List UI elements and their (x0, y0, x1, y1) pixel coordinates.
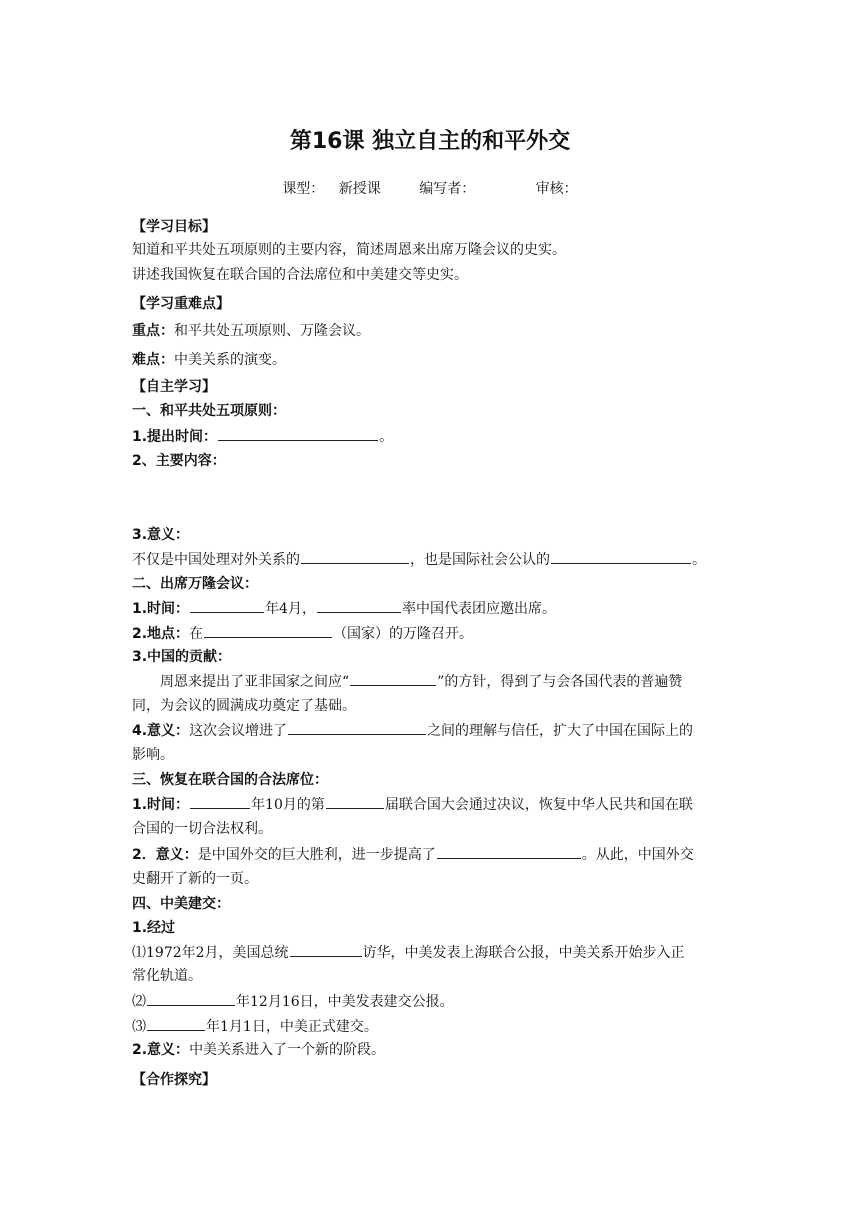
s2-q4-label: 4.意义： (132, 723, 190, 739)
s1-q2-label: 2、主要内容： (132, 453, 226, 469)
keypoints-heading: 【学习重难点】 (132, 296, 230, 312)
blank-host-country[interactable] (204, 623, 332, 638)
s1-q1-line (132, 426, 732, 447)
author-label: 编写者： (419, 181, 476, 197)
blank-un-year[interactable] (190, 794, 250, 809)
s2-q4-line-1 (132, 720, 732, 741)
s1-q3-text-a: 不仅是中国处理对外关系的 (132, 552, 300, 568)
blank-establish-year[interactable] (147, 1016, 205, 1031)
s2-q4-text-a: 这次会议增进了 (189, 723, 288, 739)
s1-q3-label: 3.意义： (132, 527, 190, 543)
s1-q1-end: 。 (379, 429, 394, 445)
page-title: 第16课 独立自主的和平外交 (289, 129, 571, 154)
s3-q1-text-b: 届联合国大会通过决议，恢复中华人民共和国在联 (384, 797, 693, 813)
self-study-heading: 【自主学习】 (132, 379, 216, 395)
s3-q2-text-b: 。从此，中国外交 (581, 847, 694, 863)
s4-item-1-line-1 (132, 942, 732, 963)
difficulty-label: 难点： (132, 352, 174, 368)
section-4-heading: 四、中美建交： (132, 896, 230, 912)
blank-policy[interactable] (350, 671, 436, 686)
s1-q3-text-b: ，也是国际社会公认的 (410, 552, 550, 568)
s4-item-2-text-b: 年12月16日，中美发表建交公报。 (236, 994, 454, 1010)
s2-q3-text-a: 周恩来提出了亚非国家之间应“ (160, 674, 350, 690)
blank-us-president[interactable] (290, 942, 362, 957)
section-3-heading: 三、恢复在联合国的合法席位： (132, 772, 328, 788)
s3-q2-line-1 (132, 844, 732, 865)
s2-q1-text-a: 年4月， (265, 601, 316, 617)
goals-heading: 【学习目标】 (132, 219, 216, 235)
s1-q3-text-c: 。 (692, 552, 706, 568)
s4-q1-label: 1.经过 (132, 920, 176, 936)
blank-bandung-year[interactable] (190, 598, 264, 613)
s2-q4-line-2: 影响。 (132, 747, 174, 763)
difficulty-text: 中美关系的演变。 (174, 352, 286, 368)
s2-q1-text-b: 率中国代表团应邀出席。 (401, 601, 556, 617)
s2-q3-line-2: 同，为会议的圆满成功奠定了基础。 (132, 698, 356, 714)
s3-q2-text-a: 是中国外交的巨大胜利，进一步提高了 (197, 847, 436, 863)
s3-q1-line-1 (132, 794, 732, 815)
s4-item-2-line (132, 991, 732, 1012)
s4-item-3-line (132, 1016, 732, 1037)
s3-q2-label: 2．意义： (132, 847, 198, 863)
s2-q1-label: 1.时间： (132, 601, 190, 617)
s4-item-1-text-b: 访华，中美发表上海联合公报，中美关系开始步入正 (362, 945, 685, 961)
s3-q1-line-2: 合国的一切合法权利。 (132, 821, 272, 837)
s4-item-3-text-b: 年1月1日，中美正式建交。 (206, 1019, 378, 1035)
s1-q3-line (132, 549, 732, 570)
goals-line-2: 讲述我国恢复在联合国的合法席位和中美建交等史实。 (132, 267, 468, 283)
s2-q3-line-1 (160, 671, 732, 692)
goals-line-1: 知道和平共处五项原则的主要内容，简述周恩来出席万隆会议的史实。 (132, 242, 566, 258)
s4-item-3-text-a: ⑶ (132, 1019, 146, 1035)
s2-q1-line (132, 598, 732, 619)
blank-understanding-between[interactable] (288, 720, 426, 735)
s2-q2-text-a: 在 (189, 626, 204, 642)
blank-delegation-leader[interactable] (317, 598, 401, 613)
s3-q1-text-a: 年10月的第 (251, 797, 325, 813)
s4-item-1-line-2: 常化轨道。 (132, 968, 202, 984)
s2-q4-text-b: 之间的理解与信任，扩大了中国在国际上的 (427, 723, 694, 739)
s1-q1-label: 1.提出时间： (132, 429, 218, 445)
s3-q1-label: 1.时间： (132, 797, 190, 813)
blank-significance-1[interactable] (301, 549, 409, 564)
s2-q2-line (132, 623, 732, 644)
difficulty-line (132, 350, 732, 370)
s2-q2-label: 2.地点： (132, 626, 190, 642)
s2-q2-text-b: （国家）的万隆召开。 (333, 626, 474, 642)
coop-heading: 【合作探究】 (132, 1072, 216, 1088)
type-label: 课型： (282, 181, 325, 197)
s4-item-1-text-a: ⑴1972年2月，美国总统 (132, 945, 289, 961)
section-1-heading: 一、和平共处五项原则： (132, 403, 286, 419)
blank-proposal-time[interactable] (218, 426, 378, 441)
s4-q2-line (132, 1040, 732, 1060)
s2-q3-text-b: ”的方针，得到了与会各国代表的普遍赞 (437, 674, 683, 690)
s2-q3-label: 3.中国的贡献： (132, 649, 232, 665)
review-label: 审核： (535, 181, 578, 197)
s3-q2-line-2: 史翻开了新的一页。 (132, 871, 258, 887)
s4-item-2-text-a: ⑵ (132, 994, 146, 1010)
meta-line (0, 178, 860, 198)
blank-communique-year[interactable] (147, 991, 235, 1006)
s4-q2-label: 2.意义： (132, 1042, 190, 1058)
key-text: 和平共处五项原则、万隆会议。 (174, 323, 370, 339)
s4-q2-text: 中美关系进入了一个新的阶段。 (189, 1042, 386, 1058)
key-line (132, 321, 732, 341)
blank-significance-2[interactable] (551, 549, 691, 564)
blank-international-status[interactable] (437, 844, 581, 859)
blank-un-session[interactable] (326, 794, 384, 809)
type-value: 新授课 (338, 181, 381, 197)
section-2-heading: 二、出席万隆会议： (132, 576, 258, 592)
key-label: 重点： (132, 323, 174, 339)
